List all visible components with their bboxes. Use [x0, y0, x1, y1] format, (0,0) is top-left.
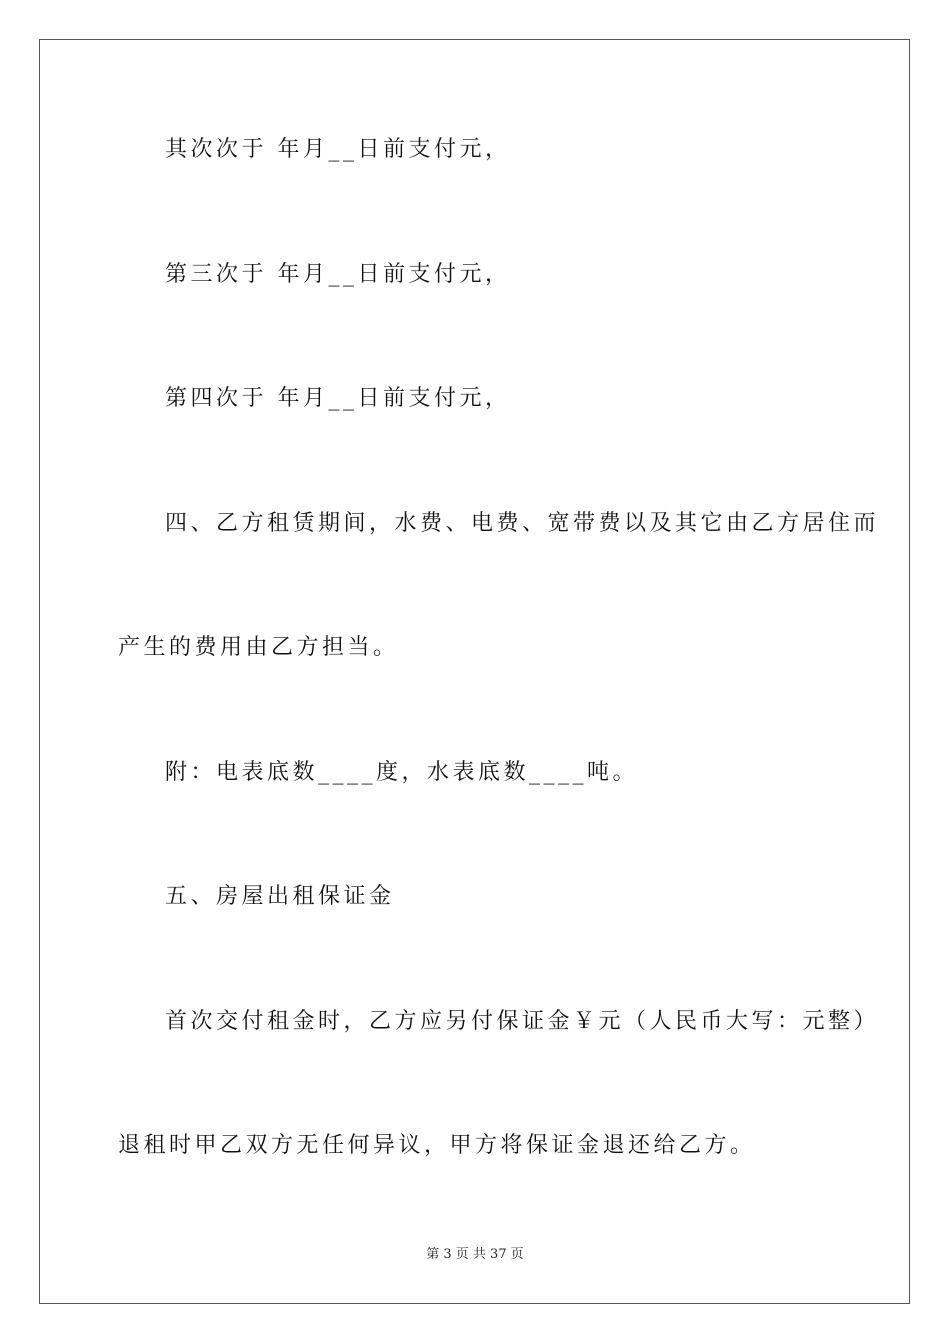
deposit-line-1: 首次交付租金时，乙方应另付保证金￥元（人民币大写：元整） — [165, 1009, 880, 1034]
meter-readings-line: 附：电表底数____度，水表底数____吨。 — [165, 760, 639, 785]
payment-line-third: 第三次于 年月__日前支付元， — [165, 262, 511, 287]
clause-five-heading: 五、房屋出租保证金 — [165, 884, 395, 909]
deposit-line-2: 退租时甲乙双方无任何异议，甲方将保证金退还给乙方。 — [118, 1133, 756, 1158]
clause-four-line-1: 四、乙方租赁期间，水费、电费、宽带费以及其它由乙方居住而 — [165, 511, 880, 536]
page-border — [39, 39, 910, 1304]
page-number-footer: 第 3 页 共 37 页 — [426, 1247, 524, 1262]
payment-line-fourth: 第四次于 年月__日前支付元， — [165, 386, 511, 411]
payment-line-second: 其次次于 年月__日前支付元， — [165, 137, 511, 162]
clause-four-line-2: 产生的费用由乙方担当。 — [118, 635, 399, 660]
